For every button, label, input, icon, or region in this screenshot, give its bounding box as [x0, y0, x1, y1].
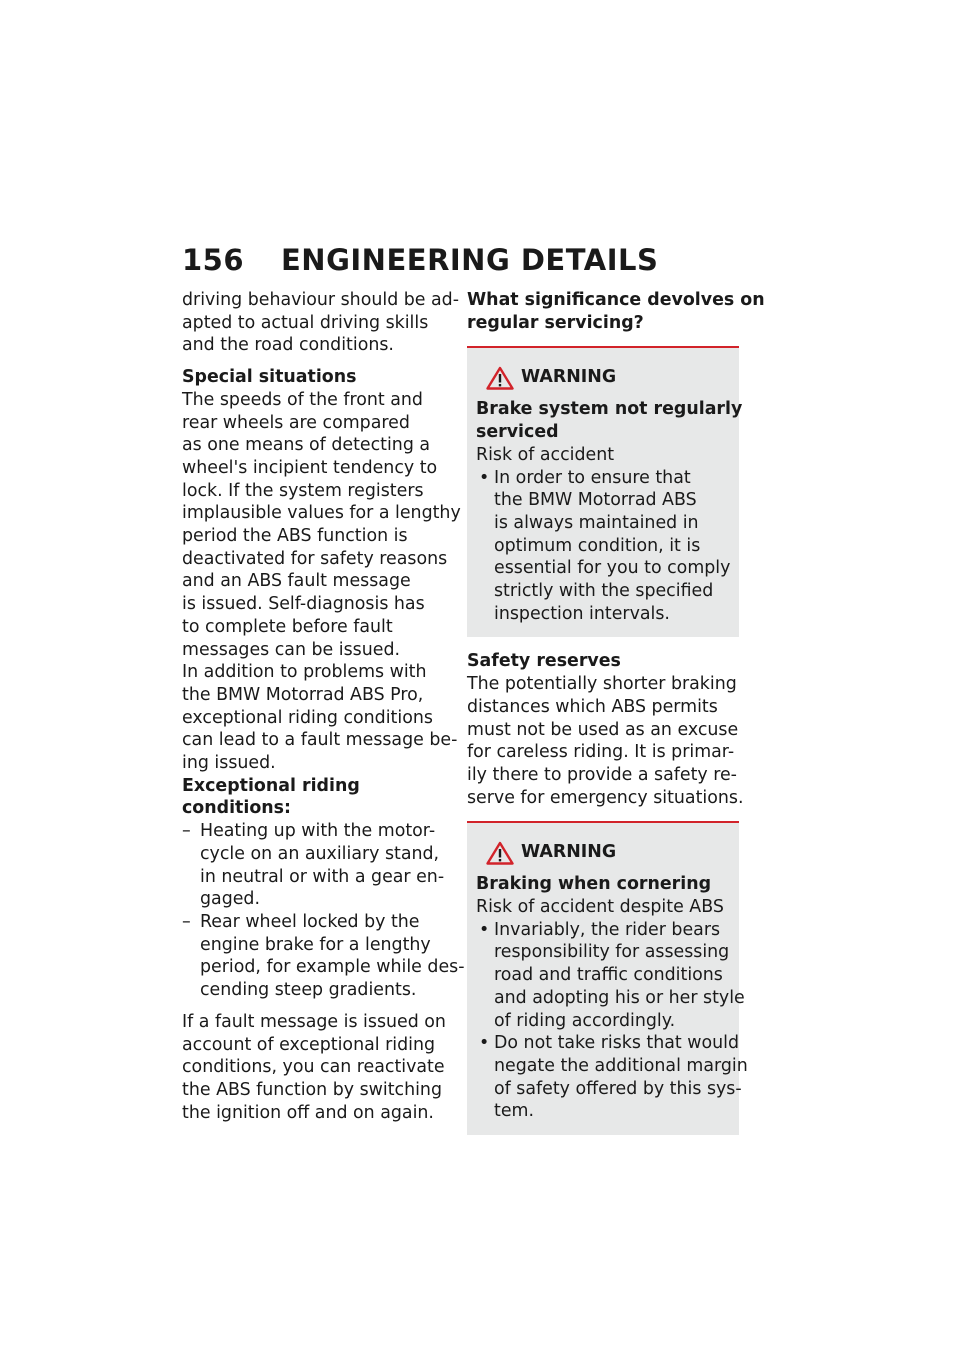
intro-paragraph — [182, 289, 459, 357]
right-column — [467, 289, 765, 1135]
left-column — [182, 289, 465, 1124]
warning-label: WARNING — [521, 842, 617, 863]
text-line: the BMW Motorrad ABS Pro, — [182, 684, 424, 705]
text-line: is issued. Self-diagnosis has — [182, 594, 425, 615]
text-line: the ABS function by switching — [182, 1079, 442, 1100]
text-line: lock. If the system registers — [182, 480, 424, 501]
text-line: in neutral or with a gear en- — [200, 866, 445, 887]
text-line: implausible values for a lengthy — [182, 503, 461, 524]
text-line: is always maintained in — [494, 512, 699, 533]
list-item — [182, 820, 452, 911]
text-line: essential for you to comply — [494, 558, 731, 579]
text-line: In addition to problems with — [182, 662, 427, 683]
text-line: Braking when cornering — [476, 874, 712, 895]
text-line: and an ABS fault message — [182, 571, 411, 592]
text-line: exceptional riding conditions — [182, 707, 433, 728]
safety-reserves-heading: Safety reserves — [467, 651, 621, 672]
text-line: to complete before fault — [182, 616, 393, 637]
chapter-title: ENGINEERING DETAILS — [281, 243, 659, 277]
exceptional-conditions-heading: Exceptional riding conditions: — [182, 775, 360, 819]
text-line: If a fault message is issued on — [182, 1011, 446, 1032]
text-line: for careless riding. It is primar- — [467, 742, 735, 763]
page-header — [182, 243, 742, 279]
addition-paragraph — [182, 661, 458, 775]
dash-marker: – — [182, 911, 191, 932]
text-line: What significance devolves on — [467, 290, 765, 310]
text-line: cycle on an auxiliary stand, — [200, 843, 440, 864]
text-line: of safety offered by this sys- — [494, 1078, 742, 1099]
text-line: can lead to a fault message be- — [182, 730, 458, 751]
bullet-marker: • — [479, 919, 490, 940]
text-line: optimum condition, it is — [494, 535, 701, 556]
special-situations-heading: Special situations — [182, 367, 357, 388]
text-line: The speeds of the front and — [182, 389, 423, 410]
text-line: tem. — [494, 1101, 534, 1122]
text-line: account of exceptional riding — [182, 1034, 436, 1055]
safety-reserves-paragraph — [467, 673, 744, 809]
servicing-heading — [467, 289, 765, 334]
text-line: strictly with the specified — [494, 581, 714, 602]
list-item — [476, 1032, 748, 1123]
special-situations-paragraph — [182, 389, 461, 661]
text-line: driving behaviour should be ad- — [182, 290, 459, 310]
text-line: Invariably, the rider bears — [494, 919, 721, 940]
list-item — [182, 911, 465, 1002]
warning-triangle-icon — [486, 366, 514, 390]
text-line: rear wheels are compared — [182, 412, 410, 433]
text-line: inspection intervals. — [494, 603, 670, 624]
text-line: serviced — [476, 422, 559, 443]
text-line: ily there to provide a safety re- — [467, 764, 737, 785]
text-line: wheel's incipient tendency to — [182, 457, 438, 478]
warning-risk: Risk of accident despite ABS — [476, 897, 724, 918]
warning-triangle-icon — [486, 841, 514, 865]
warning-box — [467, 821, 748, 1135]
text-line: Do not take risks that would — [494, 1033, 740, 1054]
warning-header — [476, 837, 731, 867]
text-line: messages can be issued. — [182, 639, 401, 660]
text-line: period, for example while des- — [200, 957, 465, 978]
warning-header — [476, 362, 731, 392]
text-line: ing issued. — [182, 753, 276, 774]
text-line: engine brake for a lengthy — [200, 934, 431, 955]
bullet-marker: • — [479, 467, 490, 488]
text-line: regular servicing? — [467, 312, 644, 333]
text-line: conditions, you can reactivate — [182, 1057, 445, 1078]
text-line: distances which ABS permits — [467, 696, 718, 717]
text-line: road and traffic conditions — [494, 965, 723, 986]
warning-title — [476, 873, 731, 896]
text-line: Brake system not regularly — [476, 399, 743, 420]
warning-box — [467, 346, 743, 637]
text-line: deactivated for safety reasons — [182, 548, 448, 569]
warning-title — [476, 398, 743, 443]
text-line: Rear wheel locked by the — [200, 911, 420, 932]
text-line: the BMW Motorrad ABS — [494, 490, 697, 511]
text-line: gaged. — [200, 889, 261, 910]
text-line: must not be used as an excuse — [467, 719, 739, 740]
text-line: cending steep gradients. — [200, 980, 417, 1001]
page-number: 156 — [182, 243, 245, 277]
text-line: serve for emergency situations. — [467, 787, 744, 808]
text-line: Heating up with the motor- — [200, 821, 436, 842]
text-line: and adopting his or her style — [494, 987, 745, 1008]
text-line: of riding accordingly. — [494, 1010, 676, 1031]
fault-message-paragraph — [182, 1011, 452, 1125]
text-line: as one means of detecting a — [182, 435, 431, 456]
warning-label: WARNING — [521, 367, 617, 388]
text-line: negate the additional margin — [494, 1055, 748, 1076]
text-line: apted to actual driving skills — [182, 312, 429, 333]
dash-marker: – — [182, 821, 191, 842]
warning-risk: Risk of accident — [476, 444, 615, 465]
list-item — [476, 467, 731, 626]
text-line: period the ABS function is — [182, 526, 408, 547]
text-line: and the road conditions. — [182, 335, 394, 356]
text-line: In order to ensure that — [494, 467, 691, 488]
text-line: The potentially shorter braking — [467, 674, 737, 695]
text-line: the ignition off and on again. — [182, 1102, 434, 1123]
bullet-marker: • — [479, 1033, 490, 1054]
list-item — [476, 919, 745, 1033]
text-line: responsibility for assessing — [494, 942, 730, 963]
